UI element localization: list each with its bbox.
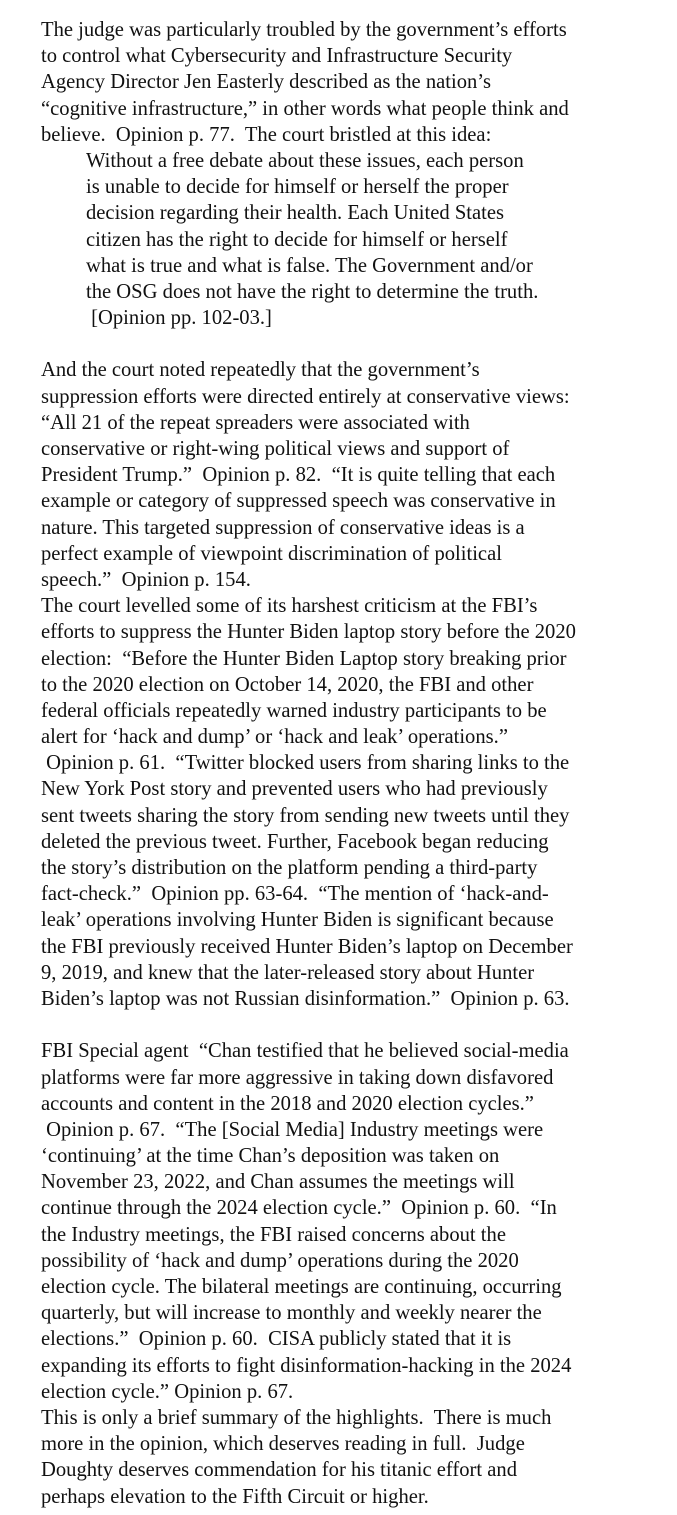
paragraph-easterly <box>41 17 671 148</box>
text-line: “cognitive infrastructure,” in other words what people think and <box>41 97 569 120</box>
text-line: example or category of suppressed speech was conservative in <box>41 490 556 513</box>
quote-line: is unable to decide for himself or herself the proper <box>86 176 509 199</box>
text-line: to control what Cybersecurity and Infrastructure Security <box>41 45 513 68</box>
text-line: accounts and content in the 2018 and 2020 election cycles.” <box>41 1092 534 1115</box>
text-line: 9, 2019, and knew that the later-released story about Hunter <box>41 961 535 984</box>
text-line: The court levelled some of its harshest criticism at the FBI’s <box>41 595 538 618</box>
text-line: the story’s distribution on the platform pending a third-party <box>41 857 538 879</box>
quote-line: what is true and what is false. The Government and/or <box>86 254 533 277</box>
text-line: election: “Before the Hunter Biden Laptop story breaking prior <box>41 647 567 670</box>
paragraph-hunter-biden <box>41 593 671 1012</box>
block-quote <box>41 148 671 331</box>
paragraph-fbi-chan <box>41 1038 671 1405</box>
text-line: alert for ‘hack and dump’ or ‘hack and leak’ operations.” <box>41 726 508 749</box>
text-line: The judge was particularly troubled by the government’s efforts <box>41 19 567 41</box>
quote-line: citizen has the right to decide for himself or herself <box>86 228 508 251</box>
text-line: November 23, 2022, and Chan assumes the meetings will <box>41 1171 515 1194</box>
text-line: platforms were far more aggressive in taking down disfavored <box>41 1066 554 1089</box>
text-line: sent tweets sharing the story from sending new tweets until they <box>41 804 570 827</box>
text-line: election cycle. The bilateral meetings are continuing, occurring <box>41 1276 562 1298</box>
text-line: continue through the 2024 election cycle.” Opinion p. 60. “In <box>41 1197 557 1220</box>
text-line: deleted the previous tweet. Further, Facebook began reducing <box>41 830 549 853</box>
text-line: elections.” Opinion p. 60. CISA publicly stated that it is <box>41 1328 512 1351</box>
text-line: Agency Director Jen Easterly described as the nation’s <box>41 71 492 94</box>
text-line: federal officials repeatedly warned industry participants to be <box>41 699 547 722</box>
paragraph-conservative-views <box>41 357 671 593</box>
text-line: Opinion p. 67. “The [Social Media] Industry meetings were <box>41 1118 544 1141</box>
text-line: efforts to suppress the Hunter Biden laptop story before the 2020 <box>41 621 576 644</box>
text-line: leak’ operations involving Hunter Biden is significant because <box>41 909 554 932</box>
text-line: Biden’s laptop was not Russian disinformation.” Opinion p. 63. <box>41 987 570 1010</box>
text-line: speech.” Opinion p. 154. <box>41 568 251 591</box>
paragraph-gap <box>41 1012 671 1038</box>
quote-line: decision regarding their health. Each United States <box>86 202 505 225</box>
text-line: conservative or right-wing political views and support of <box>41 438 510 460</box>
text-line: Doughty deserves commendation for his titanic effort and <box>41 1459 518 1482</box>
text-line: nature. This targeted suppression of conservative ideas is a <box>41 516 525 539</box>
text-line: expanding its efforts to fight disinformation-hacking in the 2024 <box>41 1354 572 1377</box>
document-body <box>41 17 671 1510</box>
text-line: election cycle.” Opinion p. 67. <box>41 1380 294 1403</box>
text-line: the Industry meetings, the FBI raised concerns about the <box>41 1223 506 1246</box>
paragraph-gap <box>41 331 671 357</box>
text-line: ‘continuing’ at the time Chan’s deposition was taken on <box>41 1145 500 1168</box>
text-line: believe. Opinion p. 77. The court bristled at this idea: <box>41 123 492 146</box>
text-line: quarterly, but will increase to monthly and weekly nearer the <box>41 1302 542 1325</box>
text-line: New York Post story and prevented users who had previously <box>41 778 548 801</box>
text-line: FBI Special agent “Chan testified that he believed social-media <box>41 1040 569 1063</box>
paragraph-summary <box>41 1405 671 1510</box>
text-line: President Trump.” Opinion p. 82. “It is quite telling that each <box>41 464 556 487</box>
text-line: more in the opinion, which deserves reading in full. Judge <box>41 1433 525 1456</box>
text-line: Opinion p. 61. “Twitter blocked users from sharing links to the <box>41 752 570 775</box>
text-line: perhaps elevation to the Fifth Circuit or higher. <box>41 1485 429 1508</box>
quote-line: Without a free debate about these issues, each person <box>86 149 524 172</box>
text-line: fact-check.” Opinion pp. 63-64. “The mention of ‘hack-and- <box>41 883 549 906</box>
text-line: suppression efforts were directed entirely at conservative views: <box>41 385 570 408</box>
quote-citation: [Opinion pp. 102-03.] <box>86 307 272 330</box>
text-line: to the 2020 election on October 14, 2020, the FBI and other <box>41 673 534 696</box>
text-line: the FBI previously received Hunter Biden’s laptop on December <box>41 935 573 958</box>
text-line: This is only a brief summary of the highlights. There is much <box>41 1406 552 1429</box>
quote-line: the OSG does not have the right to determine the truth. <box>86 280 539 303</box>
text-line: perfect example of viewpoint discrimination of political <box>41 542 502 565</box>
text-line: “All 21 of the repeat spreaders were associated with <box>41 411 470 434</box>
text-line: And the court noted repeatedly that the government’s <box>41 359 480 382</box>
text-line: possibility of ‘hack and dump’ operations during the 2020 <box>41 1249 519 1272</box>
